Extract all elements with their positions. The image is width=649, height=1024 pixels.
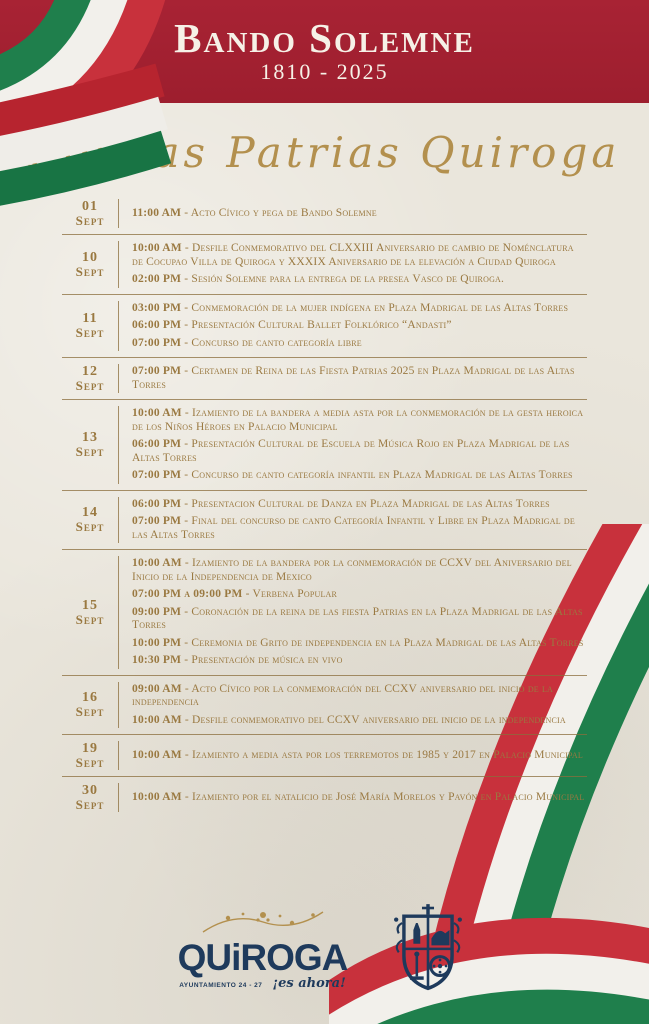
script-subtitle: Fiestas Patrias Quiroga bbox=[28, 128, 621, 177]
date-label bbox=[62, 199, 119, 228]
date-label bbox=[62, 556, 119, 669]
date-day: 30 bbox=[82, 783, 98, 798]
date-month: Sept bbox=[75, 263, 105, 279]
event-time: 07:00 PM bbox=[132, 365, 182, 377]
es-ahora-tagline: ¡es ahora! bbox=[272, 975, 346, 991]
schedule-row bbox=[62, 777, 587, 818]
event-text: Conmemoración de la mujer indígena en Plaza Madrigal de las Altas Torres bbox=[191, 301, 569, 314]
event-item bbox=[132, 515, 587, 542]
date-month: Sept bbox=[75, 213, 105, 228]
event-separator: - bbox=[181, 515, 192, 527]
poster-years: 1810 - 2025 bbox=[260, 59, 389, 84]
event-time: 11:00 AM bbox=[132, 206, 182, 219]
coat-of-arms-icon bbox=[385, 902, 471, 994]
event-list bbox=[119, 741, 587, 770]
event-item bbox=[132, 654, 587, 668]
event-separator: - bbox=[181, 336, 192, 349]
event-time: 02:00 PM bbox=[132, 273, 182, 285]
event-text: Presentación Cultural Ballet Folklórico “Andasti” bbox=[191, 319, 452, 331]
event-list bbox=[119, 556, 587, 669]
event-list bbox=[119, 406, 587, 484]
event-separator: - bbox=[181, 605, 192, 618]
schedule-row bbox=[62, 295, 587, 359]
event-item bbox=[132, 365, 587, 392]
date-label bbox=[62, 682, 119, 729]
date-month: Sept bbox=[75, 797, 105, 812]
event-time: 09:00 AM bbox=[132, 682, 182, 695]
event-text: Acto Cívico por la conmemoración del CCXV aniversario del inicio de la independencia bbox=[132, 682, 554, 708]
schedule-row bbox=[62, 358, 587, 400]
event-time: 10:00 AM bbox=[132, 748, 182, 761]
date-day: 13 bbox=[82, 430, 98, 446]
ayuntamiento-label: AYUNTAMIENTO 24 - 27 bbox=[179, 981, 263, 989]
date-label bbox=[62, 241, 119, 288]
event-time: 10:00 AM bbox=[132, 242, 182, 254]
quiroga-logo bbox=[178, 906, 348, 991]
floral-flourish-icon bbox=[188, 906, 338, 936]
event-separator: - bbox=[181, 497, 192, 510]
event-item bbox=[132, 469, 587, 483]
event-item bbox=[132, 337, 587, 351]
event-text: Izamiento por el natalicio de José María Morelos y Pavón en Palacio Municipal bbox=[192, 790, 585, 803]
event-list bbox=[119, 783, 587, 812]
date-label bbox=[62, 497, 119, 544]
date-day: 11 bbox=[82, 311, 98, 327]
event-item bbox=[132, 242, 587, 269]
event-item bbox=[132, 588, 587, 602]
event-separator: - bbox=[181, 407, 193, 419]
header-band bbox=[0, 0, 649, 103]
event-item bbox=[132, 407, 587, 434]
schedule-row bbox=[62, 193, 587, 235]
date-label bbox=[62, 406, 119, 484]
date-month: Sept bbox=[75, 704, 105, 720]
event-text: Acto Cívico y pega de Bando Solemne bbox=[190, 206, 377, 219]
event-item bbox=[132, 749, 587, 763]
event-time: 07:00 PM bbox=[132, 469, 182, 481]
event-time: 10:00 AM bbox=[132, 713, 182, 726]
event-list bbox=[119, 301, 587, 352]
event-time: 10:00 PM bbox=[132, 636, 182, 649]
event-separator: - bbox=[181, 301, 192, 314]
event-time: 07:00 PM bbox=[132, 336, 182, 349]
quiroga-wordmark: QUiROGA bbox=[177, 936, 348, 978]
event-text: Sesión Solemne para la entrega de la presea Vasco de Quiroga. bbox=[191, 273, 505, 285]
date-month: Sept bbox=[75, 519, 105, 535]
event-text: Presentación de música en vivo bbox=[191, 654, 343, 666]
schedule-row bbox=[62, 550, 587, 676]
event-separator: - bbox=[181, 682, 192, 695]
date-label bbox=[62, 364, 119, 393]
event-item bbox=[132, 273, 587, 287]
event-item bbox=[132, 207, 587, 221]
event-time: 10:00 AM bbox=[132, 790, 182, 803]
event-text: Presentación Cultural de Escuela de Música Rojo en Plaza Madrigal de las Altas Torres bbox=[132, 438, 570, 464]
event-time: 06:00 PM bbox=[132, 438, 182, 450]
event-separator: - bbox=[181, 438, 192, 450]
event-text: Izamiento de la bandera por la conmemoración de CCXV del Aniversario del Inicio de la Independencia de Mexico bbox=[132, 557, 572, 583]
schedule-row bbox=[62, 235, 587, 295]
event-time: 06:00 PM bbox=[132, 319, 182, 331]
date-day: 01 bbox=[82, 199, 98, 214]
event-time: 07:00 PM a 09:00 PM bbox=[132, 588, 243, 600]
date-day: 14 bbox=[82, 505, 98, 521]
event-text: Concurso de canto categoría libre bbox=[191, 336, 362, 349]
event-time: 09:00 PM bbox=[132, 605, 182, 618]
date-month: Sept bbox=[75, 378, 105, 393]
event-separator: - bbox=[181, 748, 193, 761]
event-text: Verbena Popular bbox=[252, 588, 338, 600]
event-item bbox=[132, 606, 587, 633]
event-separator: - bbox=[181, 319, 192, 331]
event-item bbox=[132, 683, 587, 710]
date-day: 16 bbox=[82, 690, 98, 706]
event-text: Izamiento a media asta por los terremotos de 1985 y 2017 en Palacio Municipal bbox=[192, 748, 583, 761]
event-text: Izamiento de la bandera a media asta por la conmemoración de la gesta heroica de los Niños Héroes en Palacio Municipal bbox=[132, 407, 584, 433]
event-list bbox=[119, 241, 587, 288]
event-text: Ceremonia de Grito de independencia en la Plaza Madrigal de las Altas Torres bbox=[191, 636, 584, 649]
event-separator: - bbox=[181, 557, 193, 569]
event-text: Concurso de canto categoría infantil en Plaza Madrigal de las Altas Torres bbox=[191, 469, 573, 481]
event-time: 10:30 PM bbox=[132, 654, 182, 666]
event-text: Presentacion Cultural de Danza en Plaza Madrigal de las Altas Torres bbox=[191, 497, 550, 510]
poster-title: Bando Solemne bbox=[174, 15, 475, 61]
event-separator: - bbox=[181, 365, 192, 377]
date-label bbox=[62, 783, 119, 812]
event-text: Certamen de Reina de las Fiesta Patrias 2025 en Plaza Madrigal de las Altas Torres bbox=[132, 365, 575, 391]
event-text: Final del concurso de canto Categoría Infantil y Libre en Plaza Madrigal de las Altas Torres bbox=[132, 515, 575, 541]
event-separator: - bbox=[181, 636, 192, 649]
event-time: 03:00 PM bbox=[132, 301, 182, 314]
date-label bbox=[62, 301, 119, 352]
footer bbox=[0, 902, 649, 994]
date-month: Sept bbox=[75, 325, 105, 341]
event-time: 10:00 AM bbox=[132, 407, 182, 419]
date-month: Sept bbox=[75, 755, 105, 770]
event-item bbox=[132, 302, 587, 316]
date-day: 12 bbox=[82, 364, 98, 379]
event-separator: - bbox=[181, 790, 193, 803]
date-month: Sept bbox=[75, 611, 105, 627]
event-separator: - bbox=[242, 588, 253, 600]
date-day: 19 bbox=[82, 741, 98, 756]
event-separator: - bbox=[181, 273, 192, 285]
schedule bbox=[62, 193, 587, 818]
event-separator: - bbox=[181, 713, 193, 726]
event-time: 10:00 AM bbox=[132, 557, 182, 569]
event-item bbox=[132, 714, 587, 728]
event-separator: - bbox=[181, 654, 192, 666]
event-item bbox=[132, 319, 587, 333]
event-list bbox=[119, 682, 587, 729]
event-text: Coronación de la reina de las fiesta Patrias en la Plaza Madrigal de las Altas Torres bbox=[132, 605, 583, 631]
event-separator: - bbox=[181, 469, 192, 481]
schedule-row bbox=[62, 735, 587, 777]
event-item bbox=[132, 637, 587, 651]
schedule-row bbox=[62, 491, 587, 551]
date-label bbox=[62, 741, 119, 770]
date-day: 15 bbox=[82, 597, 98, 613]
event-item bbox=[132, 498, 587, 512]
event-separator: - bbox=[181, 242, 193, 254]
event-time: 07:00 PM bbox=[132, 515, 182, 527]
event-item bbox=[132, 438, 587, 465]
event-list bbox=[119, 364, 587, 393]
schedule-row bbox=[62, 676, 587, 736]
event-separator: - bbox=[181, 206, 191, 219]
event-text: Desfile Conmemorativo del CLXXIII Aniversario de cambio de Noménclatura de Cocupao Villa de Quiroga y XXXIX Aniversario de la elevación a Ciudad Quiroga bbox=[132, 242, 574, 268]
event-time: 06:00 PM bbox=[132, 497, 182, 510]
event-list bbox=[119, 497, 587, 544]
event-item bbox=[132, 557, 587, 584]
event-item bbox=[132, 791, 587, 805]
event-text: Desfile conmemorativo del CCXV aniversario del inicio de la independencia bbox=[192, 713, 566, 726]
date-month: Sept bbox=[75, 444, 105, 460]
date-day: 10 bbox=[82, 249, 98, 265]
event-list bbox=[119, 199, 587, 228]
schedule-row bbox=[62, 400, 587, 491]
